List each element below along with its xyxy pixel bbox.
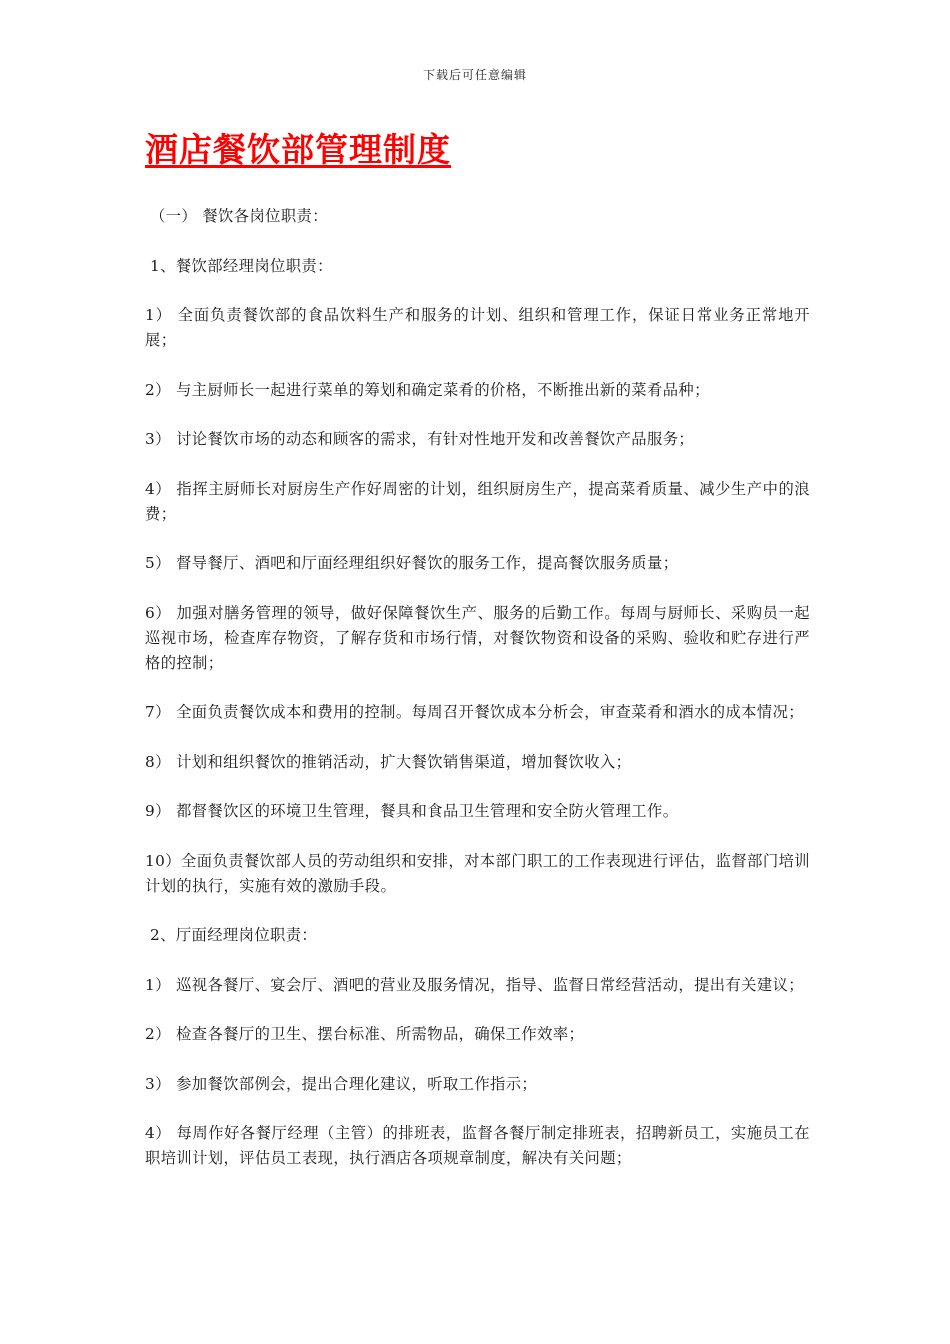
duty-item: 4） 指挥主厨师长对厨房生产作好周密的计划，组织厨房生产，提高菜肴质量、减少生产中的浪费；: [145, 479, 810, 523]
duty-item: 6） 加强对膳务管理的领导，做好保障餐饮生产、服务的后勤工作。每周与厨师长、采购员一起巡视市场，检查库存物资，了解存货和市场行情，对餐饮物资和设备的采购、验收和贮存进行严格的控制；: [145, 603, 810, 672]
duty-item: 10）全面负责餐饮部人员的劳动组织和安排，对本部门职工的工作表现进行评估，监督部门培训计划的执行，实施有效的激励手段。: [145, 851, 810, 895]
document-title: 酒店餐饮部管理制度: [145, 130, 451, 169]
section-heading-manager: 1、餐饮部经理岗位职责：: [150, 256, 333, 275]
duty-item: 3） 参加餐饮部例会，提出合理化建议，听取工作指示；: [145, 1074, 538, 1093]
duty-item: 2） 检查各餐厅的卫生、摆台标准、所需物品，确保工作效率；: [145, 1025, 585, 1043]
duty-item: 1） 巡视各餐厅、宴会厅、酒吧的营业及服务情况，指导、监督日常经营活动，提出有关建议；: [145, 975, 804, 994]
duty-item: 7） 全面负责餐饮成本和费用的控制。每周召开餐饮成本分析会，审查菜肴和酒水的成本情况；: [145, 703, 804, 721]
section-heading-floor-manager: 2、厅面经理岗位职责：: [150, 926, 318, 944]
duty-item: 8） 计划和组织餐饮的推销活动，扩大餐饮销售渠道，增加餐饮收入；: [145, 752, 632, 771]
duty-item: 2） 与主厨师长一起进行菜单的筹划和确定菜肴的价格，不断推出新的菜肴品种；: [145, 380, 710, 399]
section-heading-general: （一） 餐饮各岗位职责：: [150, 207, 328, 225]
document-body: [145, 204, 810, 1196]
duty-item: 4） 每周作好各餐厅经理（主管）的排班表，监督各餐厅制定排班表，招聘新员工，实施员工在职培训计划，评估员工表现，执行酒店各项规章制度，解决有关问题；: [145, 1124, 810, 1167]
header-note: 下载后可任意编辑: [422, 68, 527, 82]
duty-item: 1） 全面负责餐饮部的食品饮料生产和服务的计划、组织和管理工作，保证日常业务正常地开展；: [145, 306, 810, 349]
duty-item: 9） 都督餐饮区的环境卫生管理，餐具和食品卫生管理和安全防火管理工作。: [145, 802, 679, 820]
duty-item: 3） 讨论餐饮市场的动态和顾客的需求，有针对性地开发和改善餐饮产品服务；: [145, 430, 695, 448]
duty-item: 5） 督导餐厅、酒吧和厅面经理组织好餐饮的服务工作，提高餐饮服务质量；: [145, 554, 679, 572]
